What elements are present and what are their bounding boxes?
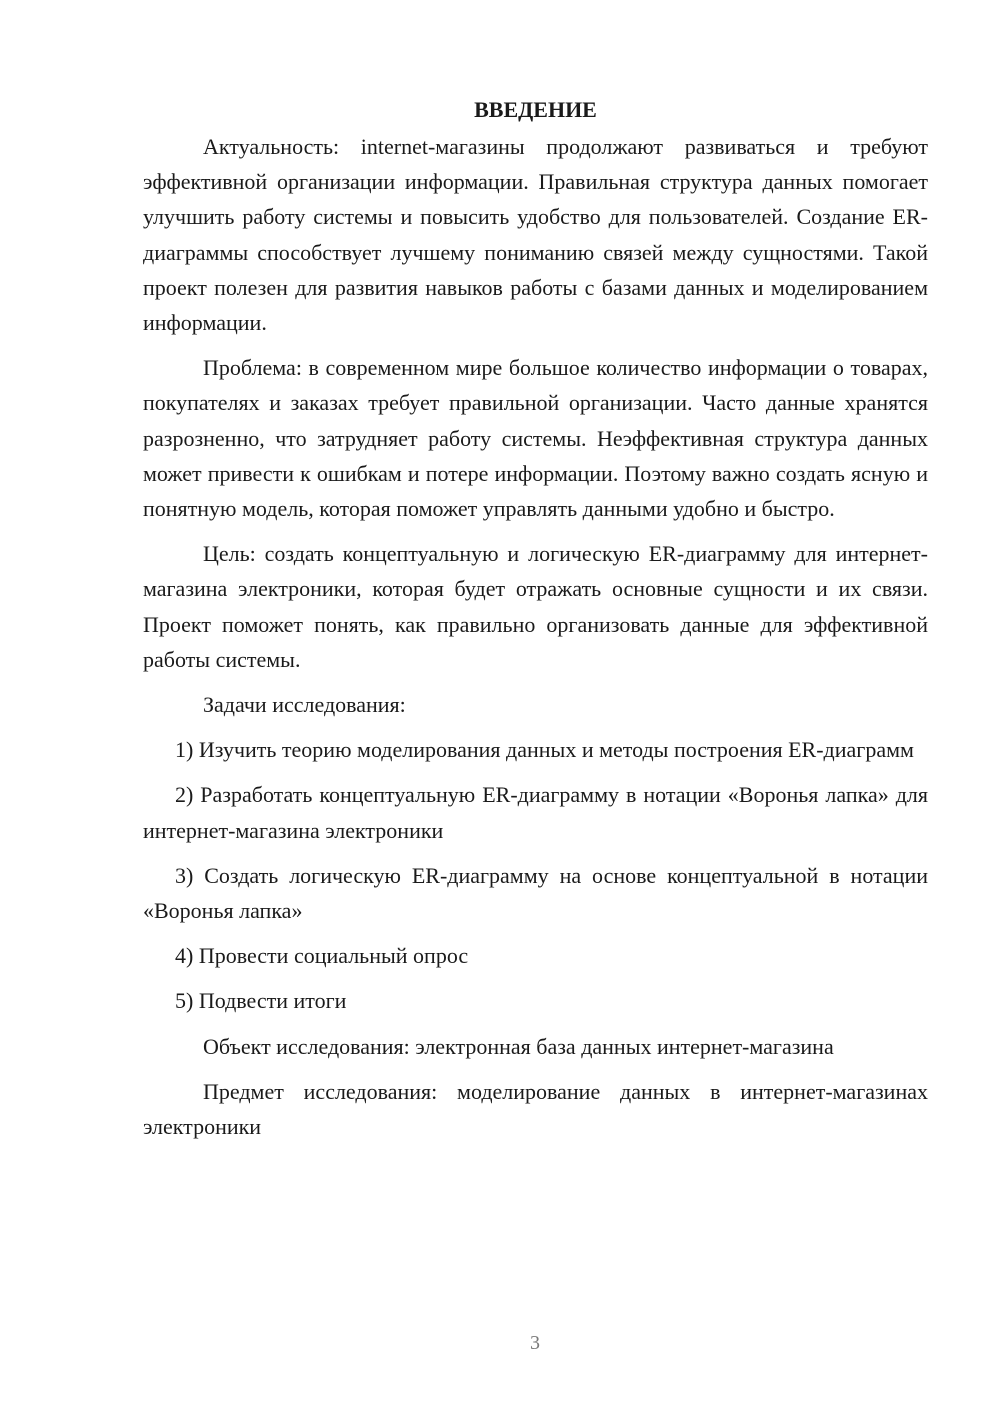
relevance-paragraph: Актуальность: internet-магазины продолжают развиваться и требуют эффективной организации информации. Правильная структура данных помогает улучшить работу системы и повысить удобство для пользователей. Создание ER-диаграммы способствует лучшему пониманию связей между сущностями. Такой проект полезен для развития навыков работы с базами данных и моделированием информации. [143,134,928,336]
list-item: 3) Создать логическую ER-диаграмму на основе концептуальной в нотации «Воронья лапка» [143,862,928,924]
tasks-title: Задачи исследования: [203,692,406,718]
subject-paragraph: Предмет исследования: моделирование данных в интернет-магазинах электроники [143,1078,928,1140]
problem-paragraph: Проблема: в современном мире большое количество информации о товарах, покупателях и заказах требует правильной организации. Часто данные хранятся разрозненно, что затрудняет работу системы. Неэффективная структура данных может привести к ошибкам и потере информации. Поэтому важно создать ясную и понятную модель, которая поможет управлять данными удобно и быстро. [143,355,928,522]
object-paragraph: Объект исследования: электронная база данных интернет-магазина [203,1033,834,1059]
goal-paragraph: Цель: создать концептуальную и логическую ER-диаграмму для интернет-магазина электроники, которая будет отражать основные сущности и их связи. Проект поможет понять, как правильно организовать данные для эффективной работы системы. [143,541,928,672]
page-number: 3 [530,1332,540,1354]
list-item: 5) Подвести итоги [175,988,347,1014]
document-page [143,92,928,1154]
list-item: 1) Изучить теорию моделирования данных и методы построения ER-диаграмм [175,737,914,763]
list-item: 4) Провести социальный опрос [175,943,469,969]
page-title: ВВЕДЕНИЕ [474,97,597,122]
list-item: 2) Разработать концептуальную ER-диаграмму в нотации «Воронья лапка» для интернет-магазина электроники [143,782,928,843]
